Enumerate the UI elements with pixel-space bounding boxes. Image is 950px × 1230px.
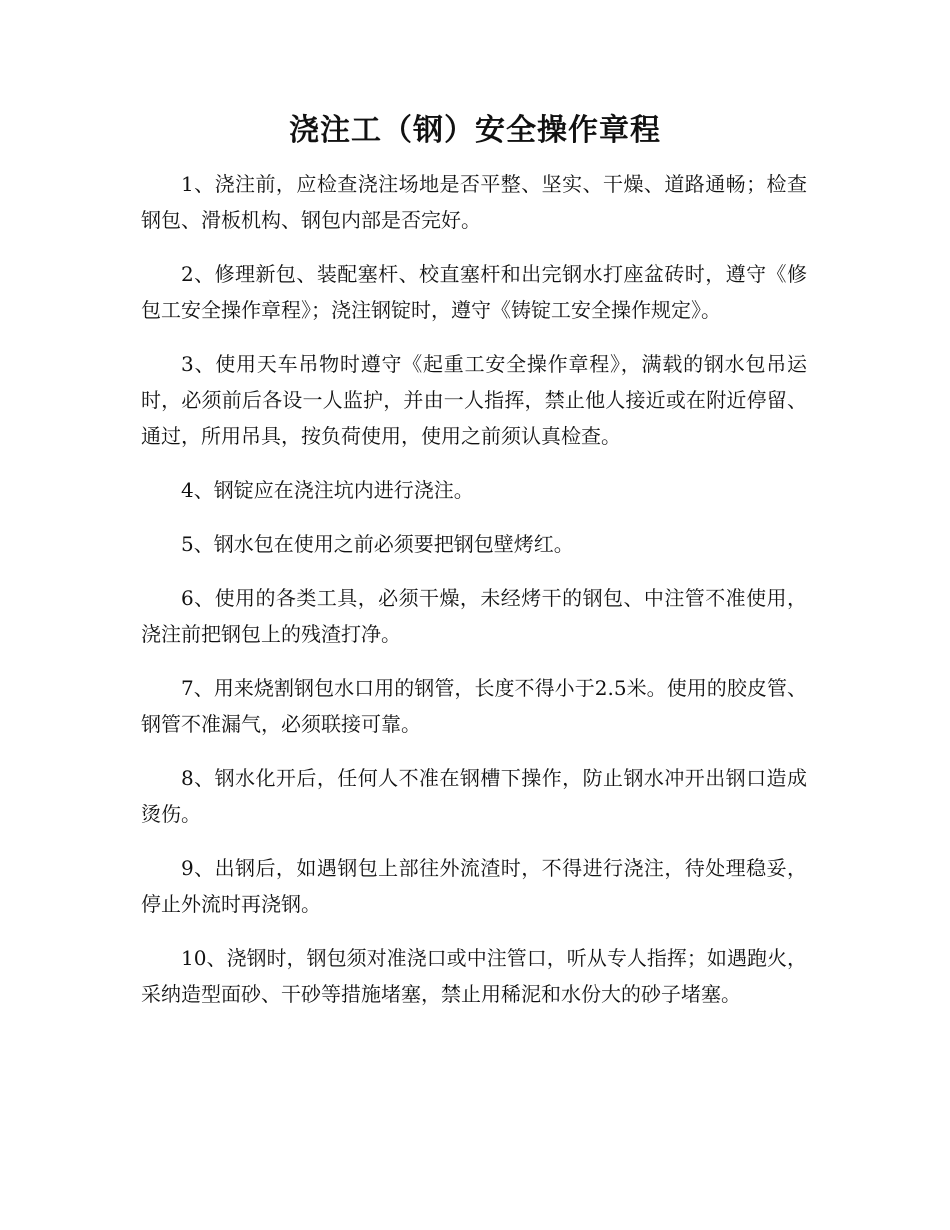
paragraph-10: 10、浇钢时，钢包须对准浇口或中注管口，听从专人指挥；如遇跑火，采纳造型面砂、干砂等措施堵塞，禁止用稀泥和水份大的砂子堵塞。 [141,946,807,1006]
paragraph-9: 9、出钢后，如遇钢包上部往外流渣时，不得进行浇注，待处理稳妥，停止外流时再浇钢。 [141,856,807,916]
document-title: 浇注工（钢）安全操作章程 [289,113,661,148]
paragraph-5: 5、钢水包在使用之前必须要把钢包壁烤红。 [181,532,574,556]
document-body [141,166,807,1030]
paragraph-3: 3、使用天车吊物时遵守《起重工安全操作章程》，满载的钢水包吊运时，必须前后各设一人监护，并由一人指挥，禁止他人接近或在附近停留、通过，所用吊具，按负荷使用，使用之前须认真检查。 [141,352,807,448]
paragraph-1: 1、浇注前，应检查浇注场地是否平整、坚实、干燥、道路通畅；检查钢包、滑板机构、钢包内部是否完好。 [141,172,807,232]
paragraph-6: 6、使用的各类工具，必须干燥，未经烤干的钢包、中注管不准使用，浇注前把钢包上的残渣打净。 [141,586,807,646]
paragraph-7: 7、用来烧割钢包水口用的钢管，长度不得小于2.5米。使用的胶皮管、钢管不准漏气，必须联接可靠。 [141,676,807,736]
paragraph-4: 4、钢锭应在浇注坑内进行浇注。 [181,478,474,502]
paragraph-8: 8、钢水化开后，任何人不准在钢槽下操作，防止钢水冲开出钢口造成烫伤。 [141,766,807,826]
paragraph-2: 2、修理新包、装配塞杆、校直塞杆和出完钢水打座盆砖时，遵守《修包工安全操作章程》；浇注钢锭时，遵守《铸锭工安全操作规定》。 [141,262,807,322]
